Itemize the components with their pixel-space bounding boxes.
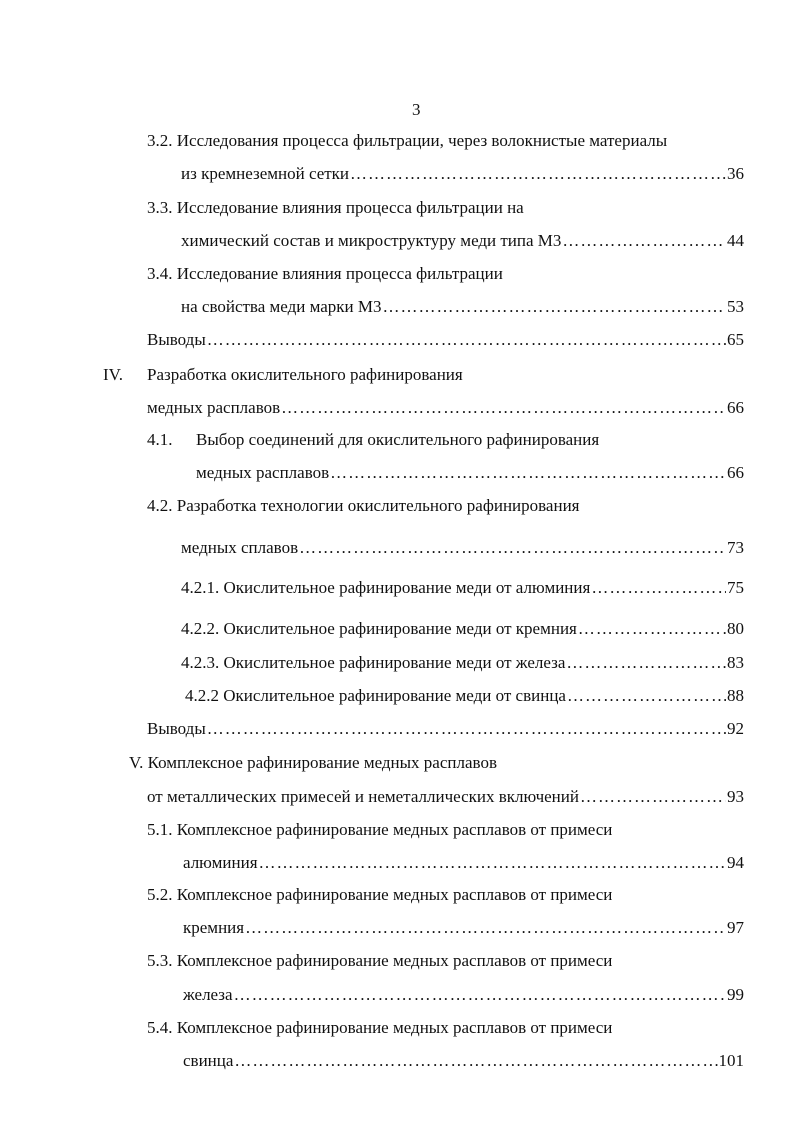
toc-entry-4-2-2-text: 4.2.2. Окислительное рафинирование меди от кремния	[181, 619, 577, 638]
toc-entry-5-3-page: 99	[727, 985, 744, 1004]
dot-leader	[299, 537, 726, 559]
toc-chapter-4-number: IV.	[103, 365, 123, 384]
toc-entry-5-2-continuation	[183, 917, 744, 939]
dot-leader	[207, 329, 726, 351]
toc-entry-5-1-page: 94	[727, 853, 744, 872]
dot-leader	[259, 852, 726, 874]
toc-entry-3-3-title: 3.3. Исследование влияния процесса фильтрации на	[147, 198, 524, 217]
toc-entry-4-2-2-page: 80	[727, 619, 744, 638]
toc-chapter-5-page: 93	[727, 787, 744, 806]
toc-entry-3-2-title: 3.2. Исследования процесса фильтрации, через волокнистые материалы	[147, 131, 668, 150]
toc-entry-4-2-1-page: 75	[727, 578, 744, 597]
dot-leader	[580, 786, 726, 808]
toc-entry-3-4-text: на свойства меди марки М3	[181, 297, 382, 316]
toc-entry-4-1-title: Выбор соединений для окислительного рафинирования	[196, 430, 600, 449]
dot-leader	[567, 685, 726, 707]
toc-entry-3-3-continuation	[181, 230, 744, 252]
dot-leader	[591, 577, 726, 599]
toc-entry-5-3-text: железа	[183, 985, 233, 1004]
toc-entry-3-4-page: 53	[727, 297, 744, 316]
toc-entry-3-4-continuation	[181, 296, 744, 318]
dot-leader	[350, 163, 726, 185]
dot-leader	[562, 230, 726, 252]
dot-leader	[207, 718, 726, 740]
toc-entry-4-2-3-page: 83	[727, 653, 744, 672]
toc-entry-4-2-4-text: 4.2.2 Окислительное рафинирование меди от свинца	[185, 686, 566, 705]
dot-leader	[234, 1050, 717, 1072]
toc-conclusions-3	[147, 329, 744, 351]
dot-leader	[566, 652, 726, 674]
toc-entry-4-1-number: 4.1.	[147, 430, 173, 449]
toc-entry-5-2-text: кремния	[183, 918, 245, 937]
toc-entry-5-1-continuation	[183, 852, 744, 874]
toc-conclusions-3-label: Выводы	[147, 330, 206, 349]
toc-conclusions-4-page: 92	[727, 719, 744, 738]
toc-entry-4-2-2	[181, 618, 744, 640]
page-number: 3	[412, 100, 421, 119]
toc-entry-3-3-page: 44	[727, 231, 744, 250]
toc-entry-5-4-continuation	[183, 1050, 744, 1072]
dot-leader	[578, 618, 726, 640]
toc-entry-4-1-text: медных расплавов	[196, 463, 330, 482]
toc-entry-4-2-page: 73	[727, 538, 744, 557]
toc-chapter-4-title: Разработка окислительного рафинирования	[147, 365, 463, 384]
toc-conclusions-4	[147, 718, 744, 740]
toc-entry-5-3-continuation	[183, 984, 744, 1006]
toc-entry-3-2-page: 36	[727, 164, 744, 183]
toc-entry-3-2-continuation	[181, 163, 744, 185]
toc-chapter-5-title: V. Комплексное рафинирование медных расплавов	[129, 753, 497, 772]
toc-entry-4-2-3	[181, 652, 744, 674]
toc-entry-4-2-text: медных сплавов	[181, 538, 299, 557]
toc-entry-4-2-4-page: 88	[727, 686, 744, 705]
toc-chapter-5-continuation	[147, 786, 744, 808]
toc-entry-4-2-title: 4.2. Разработка технологии окислительного рафинирования	[147, 496, 580, 515]
toc-chapter-4-text: медных расплавов	[147, 398, 281, 417]
toc-entry-5-4-page: 101	[718, 1051, 744, 1070]
toc-entry-4-1-continuation	[196, 462, 744, 484]
toc-entry-4-1-page: 66	[727, 463, 744, 482]
toc-entry-3-2-text: из кремнеземной сетки	[181, 164, 350, 183]
toc-entry-4-2-3-text: 4.2.3. Окислительное рафинирование меди от железа	[181, 653, 566, 672]
toc-entry-5-2-page: 97	[727, 918, 744, 937]
toc-entry-3-4-title: 3.4. Исследование влияния процесса фильтрации	[147, 264, 503, 283]
toc-chapter-5-text: от металлических примесей и неметаллических включений	[147, 787, 579, 806]
toc-entry-4-2-1-text: 4.2.1. Окислительное рафинирование меди от алюминия	[181, 578, 591, 597]
toc-entry-5-1-title: 5.1. Комплексное рафинирование медных расплавов от примеси	[147, 820, 613, 839]
dot-leader	[234, 984, 726, 1006]
toc-entry-5-2-title: 5.2. Комплексное рафинирование медных расплавов от примеси	[147, 885, 613, 904]
toc-chapter-4-continuation	[147, 397, 744, 419]
toc-entry-4-2-continuation	[181, 537, 744, 559]
toc-entry-5-1-text: алюминия	[183, 853, 258, 872]
dot-leader	[330, 462, 726, 484]
toc-entry-4-2-1	[181, 577, 744, 599]
toc-conclusions-4-label: Выводы	[147, 719, 206, 738]
dot-leader	[383, 296, 726, 318]
toc-entry-4-2-4	[185, 685, 744, 707]
dot-leader	[245, 917, 726, 939]
toc-entry-5-4-title: 5.4. Комплексное рафинирование медных расплавов от примеси	[147, 1018, 613, 1037]
toc-conclusions-3-page: 65	[727, 330, 744, 349]
toc-entry-5-3-title: 5.3. Комплексное рафинирование медных расплавов от примеси	[147, 951, 613, 970]
toc-entry-3-3-text: химический состав и микроструктуру меди типа М3	[181, 231, 562, 250]
toc-chapter-4-page: 66	[727, 398, 744, 417]
dot-leader	[281, 397, 726, 419]
toc-entry-5-4-text: свинца	[183, 1051, 234, 1070]
